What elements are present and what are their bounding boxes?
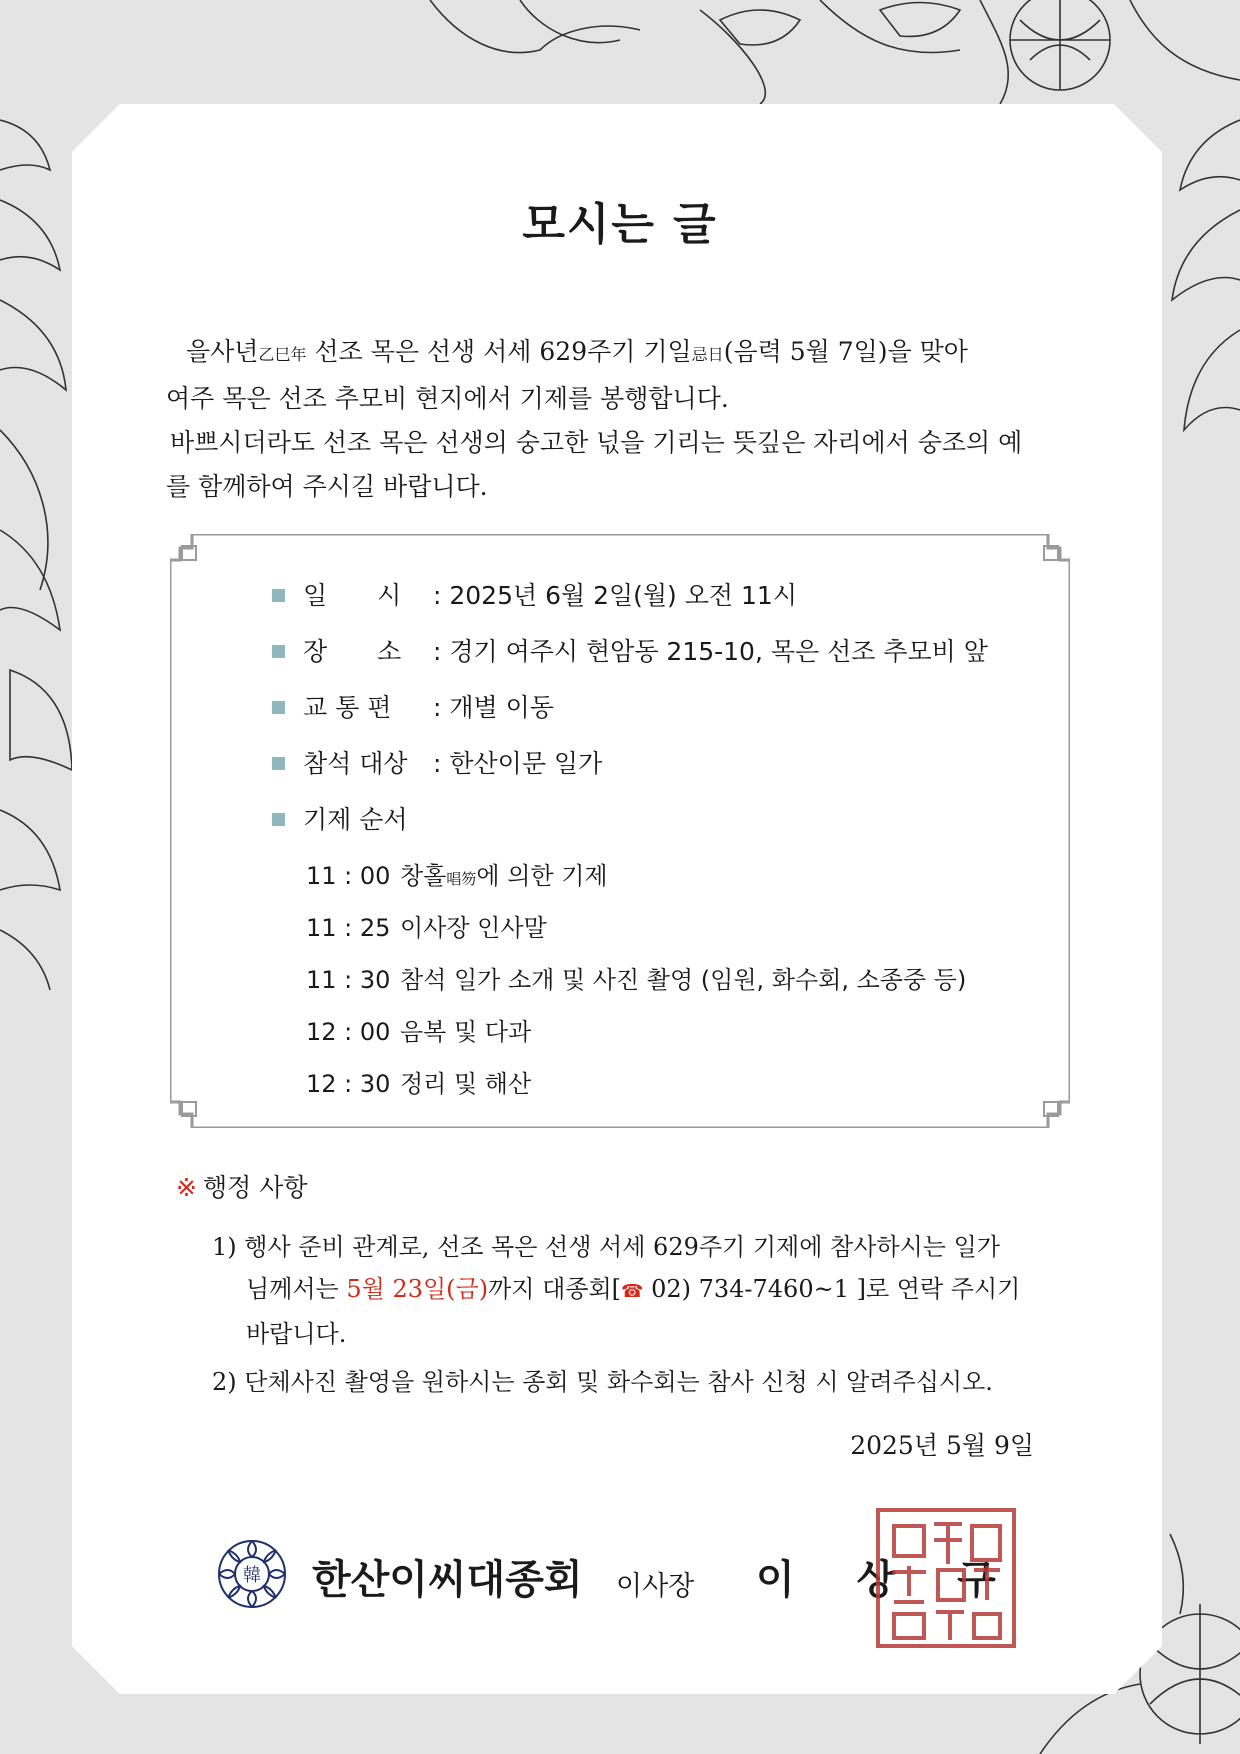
floral-decoration-right	[1160, 110, 1240, 470]
bullet-icon	[272, 757, 285, 770]
bullet-icon	[272, 589, 285, 602]
official-seal	[874, 1506, 1018, 1650]
schedule-item: 12 : 00 음복 및 다과	[306, 1018, 532, 1046]
event-details-box	[170, 534, 1070, 1128]
detail-attendees: 참석 대상 : 한산이문 일가	[272, 744, 602, 780]
phone-icon: ☎	[621, 1281, 644, 1302]
intro-line-3: 바쁘시더라도 선조 목은 선생의 숭고한 넋을 기리는 뜻깊은 자리에서 숭조의 예	[170, 428, 1023, 457]
note-1-line-1: 1) 행사 준비 관계로, 선조 목은 선생 서세 629주기 기제에 참사하시는 일가	[212, 1233, 1000, 1261]
note-1-line-2: 님께서는 5월 23일(금)까지 대종회[☎ 02) 734-7460~1 ]로 연락 주시기	[246, 1275, 1021, 1303]
intro-text	[166, 330, 1023, 509]
schedule-item: 11 : 30 참석 일가 소개 및 사진 촬영 (임원, 화수회, 소종중 등)	[306, 966, 967, 994]
detail-ceremony-order: 기제 순서	[272, 800, 408, 836]
detail-transport: 교 통 편 : 개별 이동	[272, 688, 554, 724]
deadline: 5월 23일(금)	[346, 1275, 489, 1303]
bullet-icon	[272, 701, 285, 714]
note-2: 2) 단체사진 촬영을 원하시는 종회 및 화수회는 참사 신청 시 알려주십시오.	[212, 1368, 993, 1396]
organization-name: 한산이씨대종회	[312, 1557, 583, 1603]
intro-line-1: 을사년乙巳年 선조 목은 선생 서세 629주기 기일忌日(음력 5월 7일)을 맞아	[186, 337, 968, 366]
schedule-item: 11 : 00 창홀唱笏에 의한 기제	[306, 862, 608, 890]
floral-decoration-top	[0, 0, 1240, 120]
note-1-line-3: 바랍니다.	[246, 1320, 347, 1348]
signer-name: 이 상 구	[756, 1557, 1020, 1603]
schedule-item: 12 : 30 정리 및 해산	[306, 1070, 532, 1098]
signer-role: 이사장	[616, 1571, 695, 1602]
detail-datetime: 일 시 : 2025년 6월 2일(월) 오전 11시	[272, 576, 797, 612]
svg-text:韓: 韓	[243, 1565, 261, 1586]
intro-line-4: 를 함께하여 주시길 바랍니다.	[166, 472, 488, 501]
page-title: 모시는 글	[522, 199, 718, 250]
bullet-icon	[272, 813, 285, 826]
bullet-icon	[272, 645, 285, 658]
schedule-item: 11 : 25 이사장 인사말	[306, 914, 547, 942]
clan-emblem-icon	[216, 1538, 288, 1610]
admin-notes	[212, 1226, 1020, 1403]
intro-line-2: 여주 목은 선조 추모비 현지에서 기제를 봉행합니다.	[166, 384, 729, 413]
admin-heading: ※ 행정 사항	[176, 1173, 308, 1202]
issue-date: 2025년 5월 9일	[850, 1431, 1034, 1460]
detail-location: 장 소 : 경기 여주시 현암동 215-10, 목은 선조 추모비 앞	[272, 632, 988, 668]
